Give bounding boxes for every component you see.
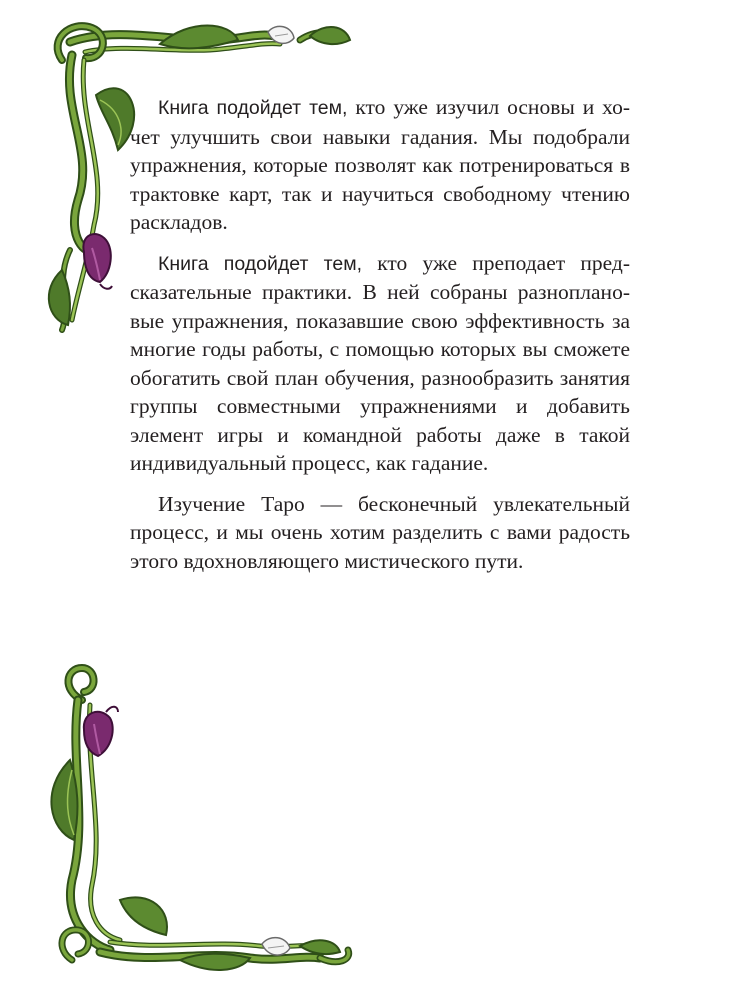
paragraph-text: кто уже преподает предсказательные практики. В ней собраны разноплановые упражнения, показавшие свою эффективность за многие годы работы, с помощью которых вы сможете обогатить свой план обучения, разнообразить занятия группы совместными упражнениями и добавить элемент игры и командной работы даже в такой индивидуальный процесс, как гадание. (130, 250, 630, 475)
paragraph-text: Изучение Таро — бесконечный увлекательный процесс, и мы очень хотим разделить с вами радость этого вдохновляющего мистического пути. (130, 491, 630, 573)
paragraph-2 (130, 249, 630, 478)
purple-flower-icon (83, 234, 112, 289)
paragraph-3 (130, 490, 630, 576)
white-bud-icon (262, 938, 290, 955)
paragraph-text: кто уже изучил основы и хочет улучшить свои навыки гадания. Мы подобрали упражнения, которые позволят как потренироваться в трактовке карт, так и научиться свободному чтению раскладов. (130, 95, 630, 234)
purple-flower-icon (84, 707, 118, 756)
bottom-vine-ornament (62, 668, 349, 962)
paragraph-lead: Книга подойдет тем, (158, 252, 363, 275)
paragraph-lead: Книга подойдет тем, (158, 97, 348, 119)
paragraph-1 (130, 93, 630, 237)
white-bud-icon (268, 26, 294, 43)
page-body (130, 93, 630, 587)
